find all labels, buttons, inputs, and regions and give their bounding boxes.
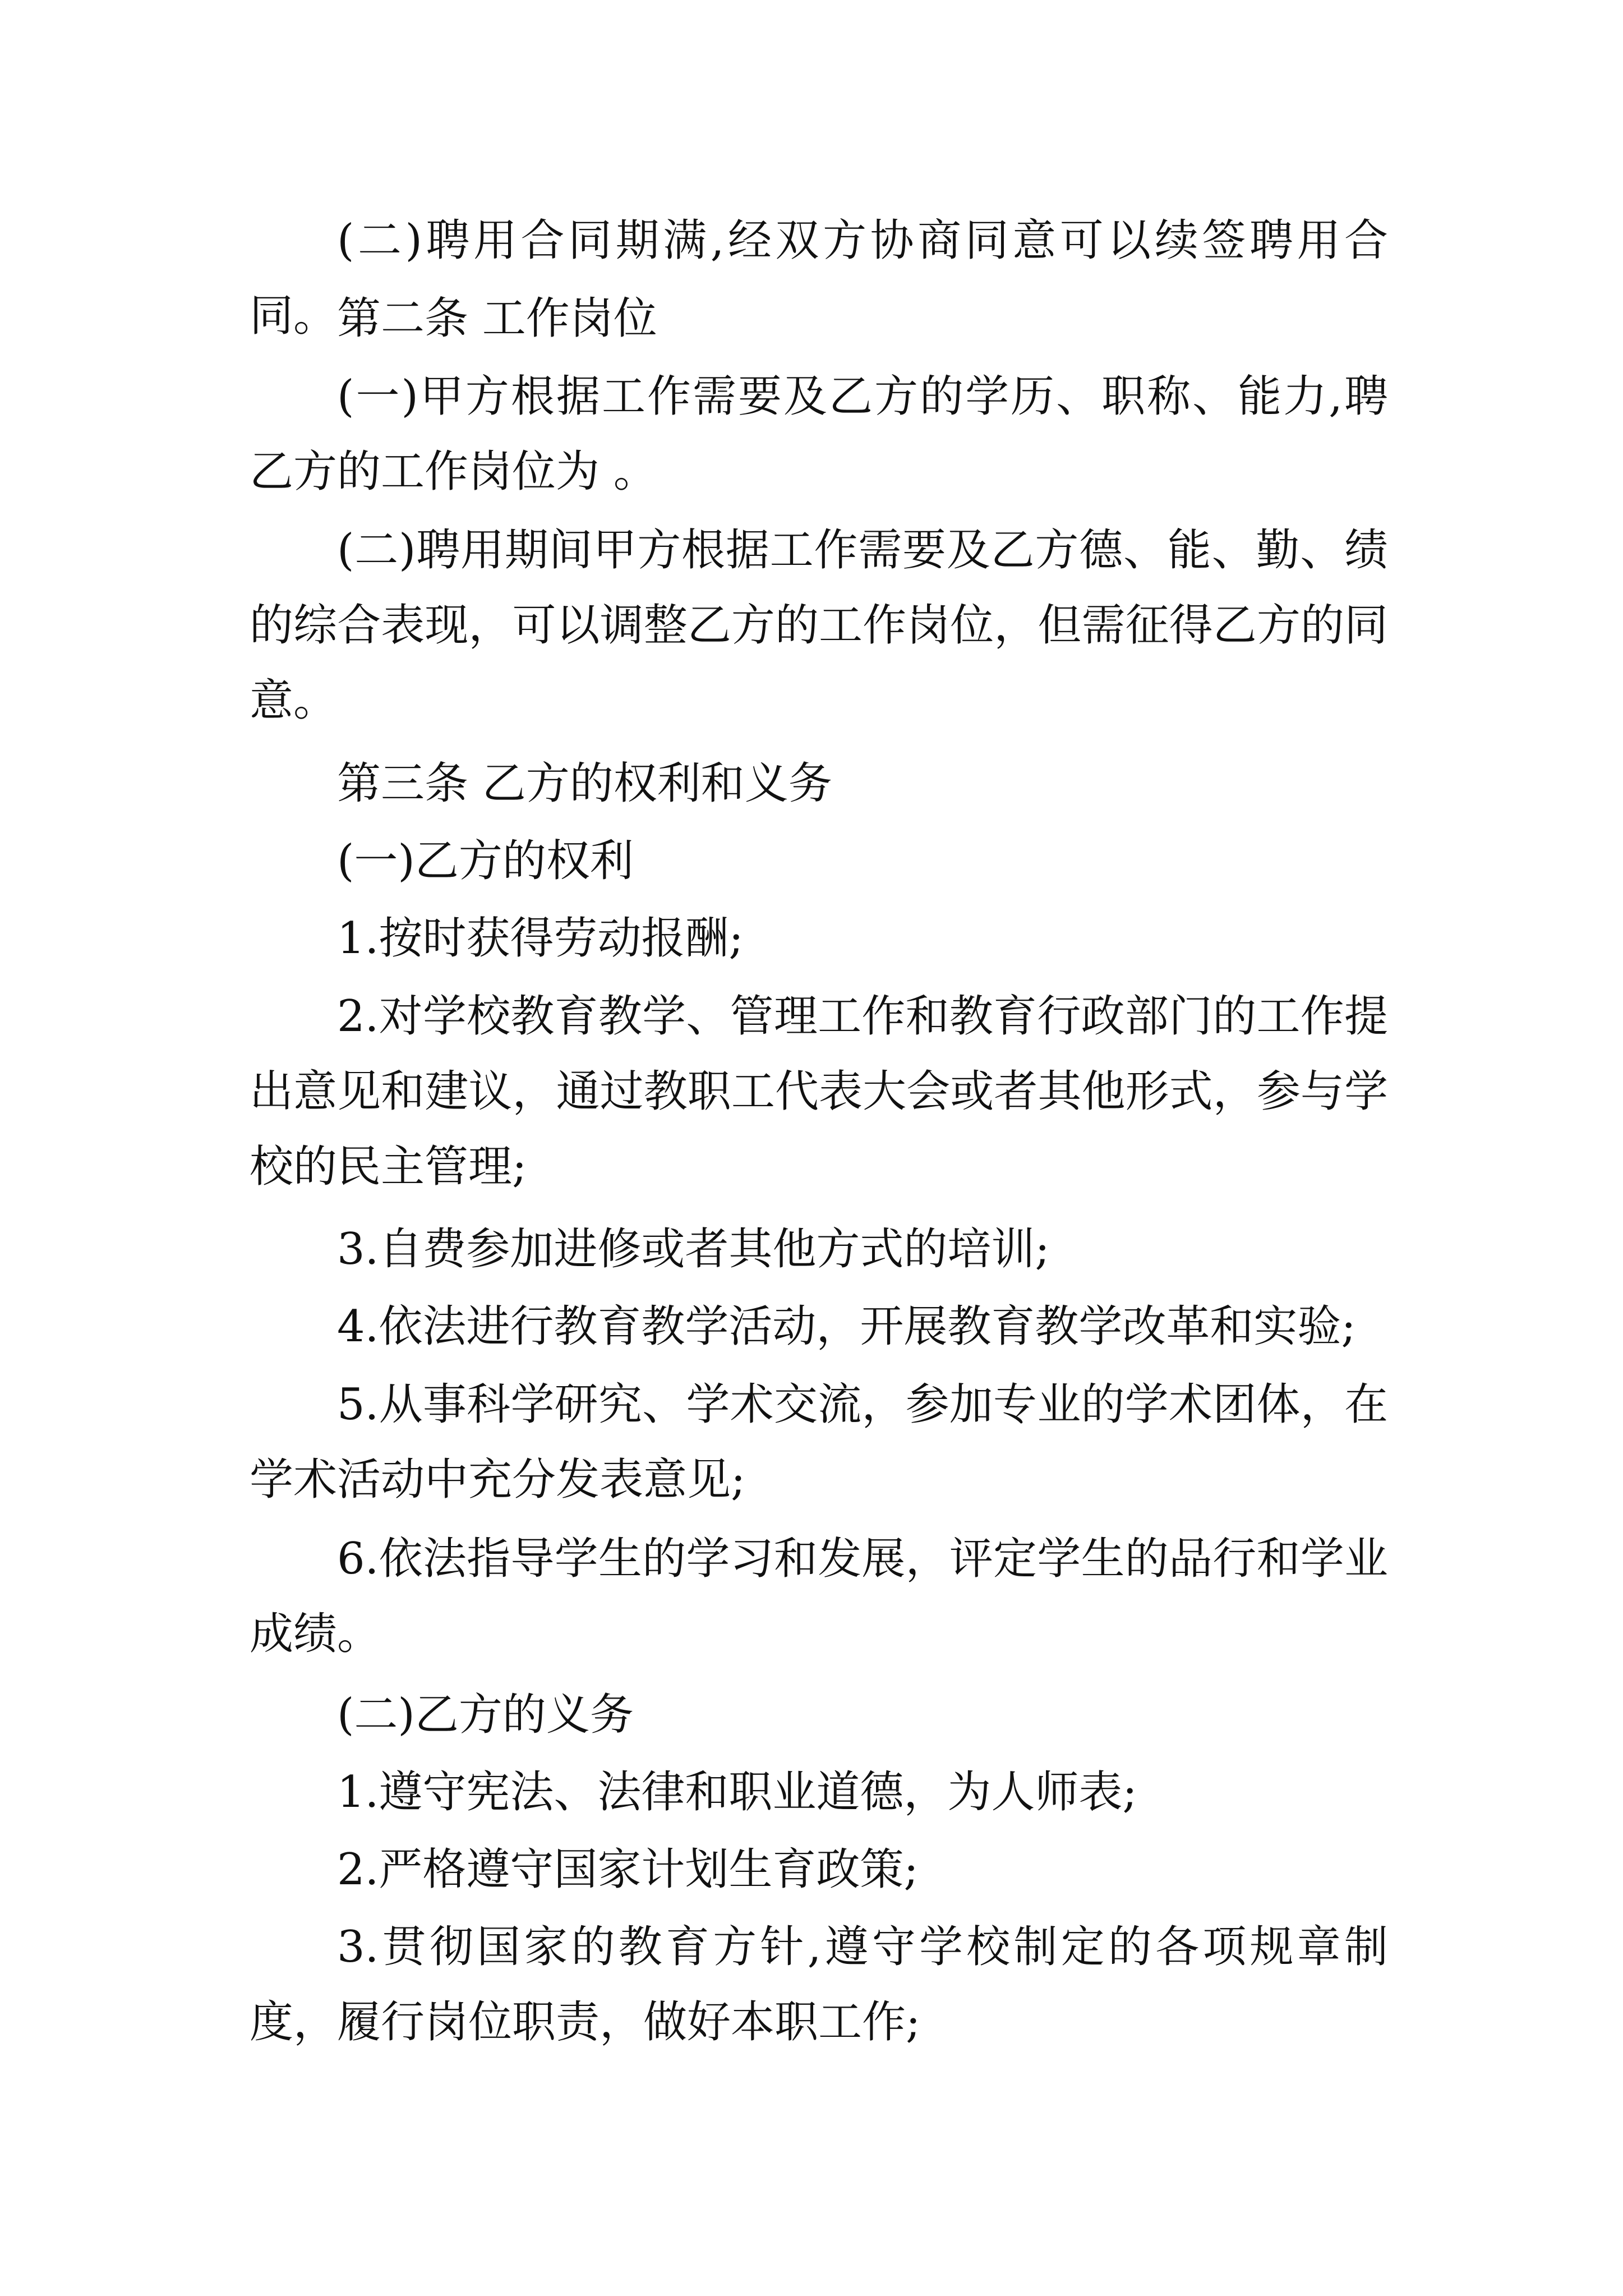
- obligations-item-2: 2.严格遵守国家计划生育政策;: [337, 1844, 919, 1895]
- article-3-heading: 第三条 乙方的权利和义务: [337, 758, 832, 809]
- paragraph-job-position-adjustment: (二)聘用期间甲方根据工作需要及乙方德、能、勤、绩的综合表现，可以调整乙方的工作岗位，但需征得乙方的同意。: [250, 525, 1388, 726]
- obligations-item-1: 1.遵守宪法、法律和职业道德，为人师表;: [337, 1767, 1137, 1818]
- obligations-item-3: 3.贯彻国家的教育方针,遵守学校制定的各项规章制度，履行岗位职责，做好本职工作;: [250, 1922, 1388, 2047]
- rights-item-6: 6.依法指导学生的学习和发展，评定学生的品行和学业成绩。: [250, 1534, 1388, 1659]
- section-rights-heading: (一)乙方的权利: [337, 836, 634, 886]
- rights-item-1: 1.按时获得劳动报酬;: [337, 913, 744, 964]
- section-obligations-heading: (二)乙方的义务: [337, 1690, 634, 1740]
- paragraph-job-position-assignment: (一)甲方根据工作需要及乙方的学历、职称、能力,聘乙方的工作岗位为 。: [250, 371, 1388, 497]
- article-2-heading: 第二条 工作岗位: [337, 293, 657, 344]
- rights-item-5: 5.从事科学研究、学术交流，参加专业的学术团体，在学术活动中充分发表意见;: [250, 1379, 1388, 1505]
- rights-item-3: 3.自费参加进修或者其他方式的培训;: [337, 1224, 1050, 1274]
- rights-item-2: 2.对学校教育教学、管理工作和教育行政部门的工作提出意见和建议，通过教职工代表大会或者其他形式，参与学校的民主管理;: [250, 991, 1388, 1192]
- rights-item-4: 4.依法进行教育教学活动，开展教育教学改革和实验;: [337, 1301, 1356, 1352]
- paragraph-contract-renewal: (二)聘用合同期满,经双方协商同意可以续签聘用合同。: [250, 215, 1388, 341]
